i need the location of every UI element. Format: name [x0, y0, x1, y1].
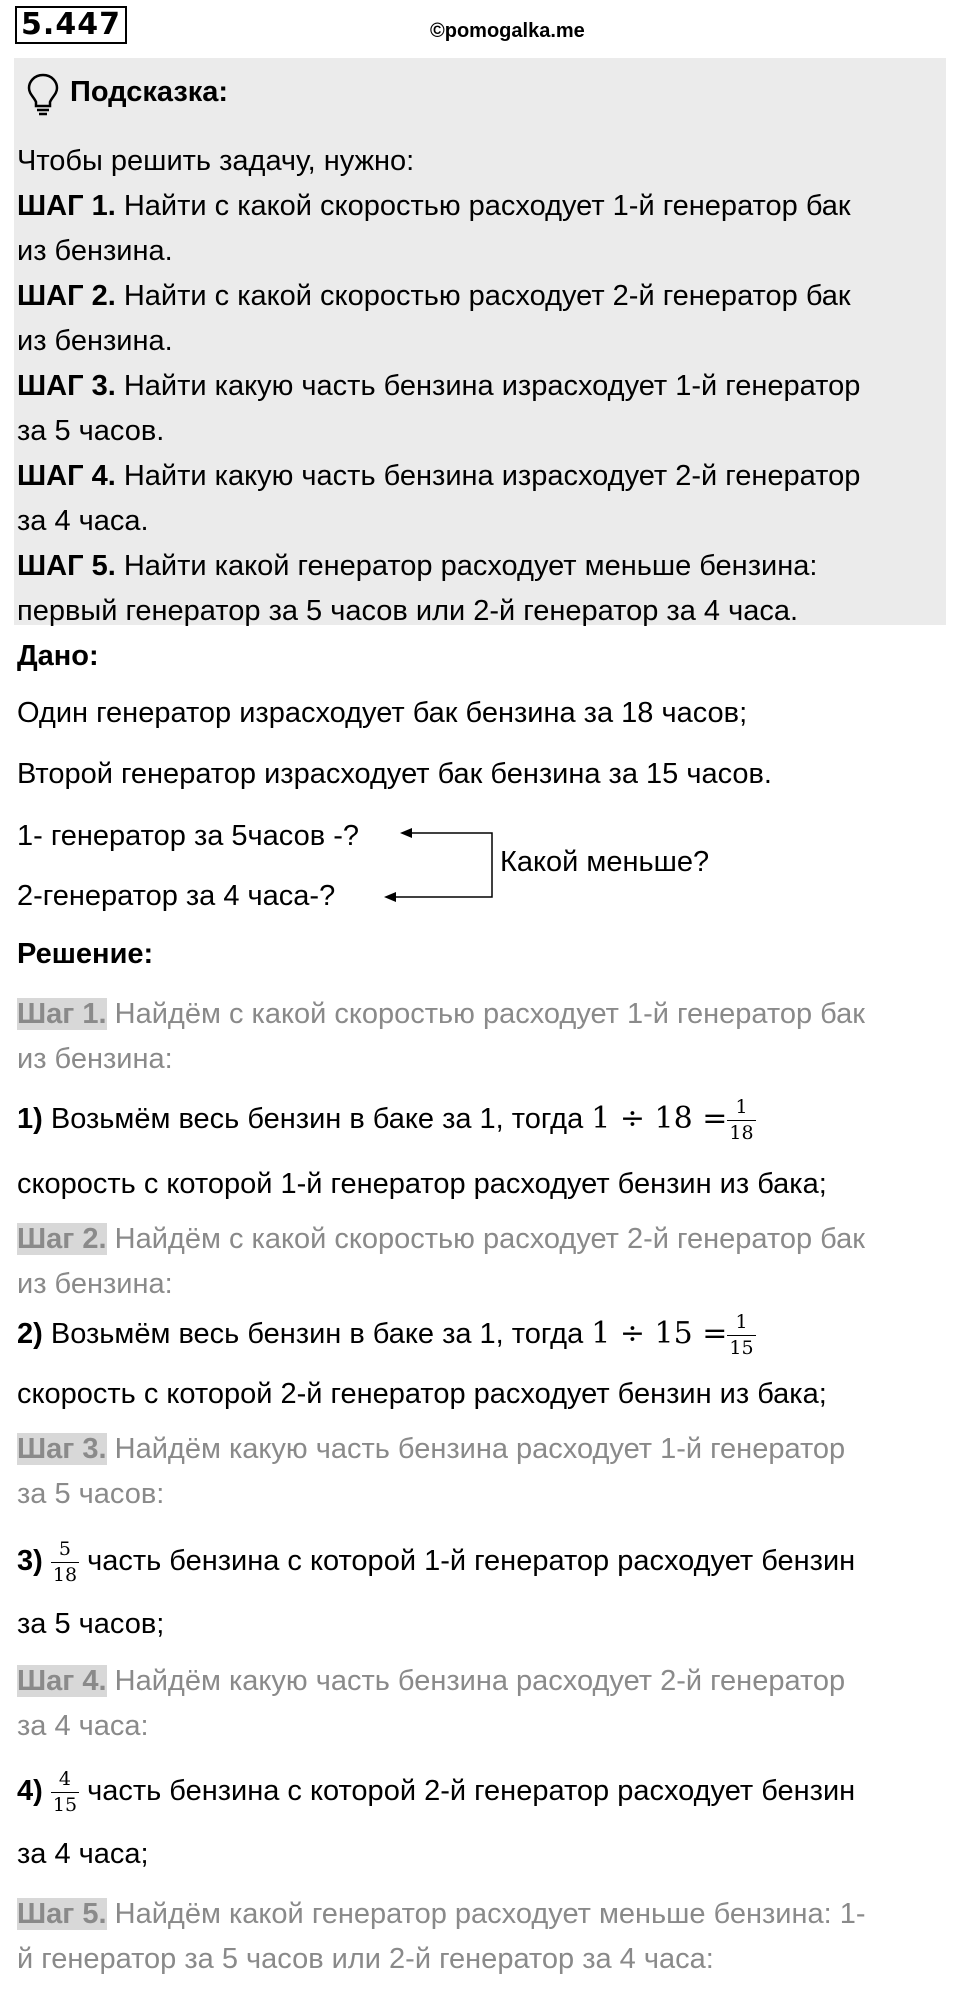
hint-step-4: [17, 460, 860, 493]
step-text: Найдём какую часть бензина расходует 2-й генератор: [106, 1665, 846, 1697]
denominator: 18: [52, 1564, 78, 1586]
hint-step-text: Найти какой генератор расходует меньше бензина:: [123, 550, 818, 582]
item-4-cont: за 4 часа;: [17, 1838, 149, 1870]
step-text: Найдём какую часть бензина расходует 1-й генератор: [106, 1433, 846, 1465]
step-4-heading: [17, 1665, 845, 1698]
item-1: [17, 1098, 756, 1143]
hint-step-label: ШАГ 3.: [17, 370, 116, 402]
step-3-heading-cont: за 5 часов:: [17, 1478, 165, 1510]
hint-step-2: [17, 280, 851, 313]
given-title: Дано:: [17, 640, 99, 672]
hint-step-5-cont: первый генератор за 5 часов или 2-й генератор за 4 часа.: [17, 595, 799, 627]
item-number: 1): [17, 1103, 43, 1136]
lightbulb-icon: [26, 72, 60, 116]
hint-step-text: Найти с какой скоростью расходует 2-й генератор бак: [123, 280, 851, 312]
step-1-heading-cont: из бензина:: [17, 1043, 173, 1075]
hint-step-3-cont: за 5 часов.: [17, 415, 165, 447]
item-3: [17, 1540, 855, 1585]
hint-step-1-cont: из бензина.: [17, 235, 173, 267]
hint-step-label: ШАГ 2.: [17, 280, 116, 312]
hint-step-2-cont: из бензина.: [17, 325, 173, 357]
item-number: 4): [17, 1775, 43, 1808]
item-4: [17, 1770, 855, 1815]
step-label: Шаг 3.: [17, 1433, 107, 1465]
denominator: 15: [729, 1337, 754, 1359]
compare-label: Какой меньше?: [500, 846, 710, 878]
given-line-1: Один генератор израсходует бак бензина за 18 часов;: [17, 697, 748, 729]
step-text: Найдём какой генератор расходует меньше бензина: 1-: [106, 1898, 866, 1930]
fraction: [727, 1313, 755, 1358]
hint-step-label: ШАГ 5.: [17, 550, 116, 582]
step-label: Шаг 1.: [17, 998, 107, 1030]
given-line-2: Второй генератор израсходует бак бензина за 15 часов.: [17, 758, 772, 790]
step-3-heading: [17, 1433, 845, 1466]
step-label: Шаг 2.: [17, 1223, 107, 1255]
item-3-cont: за 5 часов;: [17, 1608, 165, 1640]
item-2: [17, 1313, 756, 1358]
denominator: 18: [729, 1122, 754, 1144]
step-5-heading: [17, 1898, 866, 1931]
step-5-heading-cont: й генератор за 5 часов или 2-й генератор за 4 часа:: [17, 1943, 714, 1975]
item-number: 2): [17, 1318, 43, 1351]
step-text: Найдём с какой скоростью расходует 2-й генератор бак: [106, 1223, 865, 1255]
step-4-heading-cont: за 4 часа:: [17, 1710, 149, 1742]
hint-step-3: [17, 370, 860, 403]
item-text: Возьмём весь бензин в баке за 1, тогда: [42, 1103, 592, 1136]
fraction: [727, 1098, 755, 1143]
item-text: часть бензина с которой 1-й генератор расходует бензин: [79, 1545, 856, 1578]
solution-title: Решение:: [17, 938, 154, 970]
step-label: Шаг 4.: [17, 1665, 107, 1697]
fraction: [51, 1540, 79, 1585]
question-2: 2-генератор за 4 часа-?: [17, 880, 336, 912]
step-1-heading: [17, 998, 865, 1031]
item-number: 3): [17, 1545, 43, 1578]
item-text: часть бензина с которой 2-й генератор расходует бензин: [79, 1775, 856, 1808]
hint-step-text: Найти какую часть бензина израсходует 2-й генератор: [123, 460, 861, 492]
item-text: Возьмём весь бензин в баке за 1, тогда: [42, 1318, 592, 1351]
hint-step-4-cont: за 4 часа.: [17, 505, 149, 537]
numerator: 1: [727, 1313, 755, 1336]
numerator: 4: [51, 1770, 79, 1793]
compare-bracket-arrows: [380, 815, 500, 905]
math-expression: 1 ÷ 15 =: [591, 1316, 728, 1352]
watermark: ©pomogalka.me: [430, 20, 585, 42]
task-number: 5.447: [15, 6, 127, 44]
hint-step-1: [17, 190, 851, 223]
hint-step-text: Найти с какой скоростью расходует 1-й генератор бак: [123, 190, 851, 222]
question-1: 1- генератор за 5часов -?: [17, 820, 359, 852]
denominator: 15: [52, 1794, 78, 1816]
numerator: 5: [51, 1540, 79, 1563]
hint-step-label: ШАГ 1.: [17, 190, 116, 222]
hint-title: Подсказка:: [70, 76, 229, 108]
item-2-cont: скорость с которой 2-й генератор расходует бензин из бака;: [17, 1378, 827, 1410]
step-2-heading: [17, 1223, 865, 1256]
math-expression: 1 ÷ 18 =: [591, 1101, 728, 1137]
hint-step-text: Найти какую часть бензина израсходует 1-й генератор: [123, 370, 861, 402]
hint-step-label: ШАГ 4.: [17, 460, 116, 492]
hint-step-5: [17, 550, 817, 583]
step-text: Найдём с какой скоростью расходует 1-й генератор бак: [106, 998, 865, 1030]
fraction: [51, 1770, 79, 1815]
numerator: 1: [727, 1098, 755, 1121]
hint-intro: Чтобы решить задачу, нужно:: [17, 145, 415, 177]
item-1-cont: скорость с которой 1-й генератор расходует бензин из бака;: [17, 1168, 827, 1200]
step-label: Шаг 5.: [17, 1898, 107, 1930]
step-2-heading-cont: из бензина:: [17, 1268, 173, 1300]
